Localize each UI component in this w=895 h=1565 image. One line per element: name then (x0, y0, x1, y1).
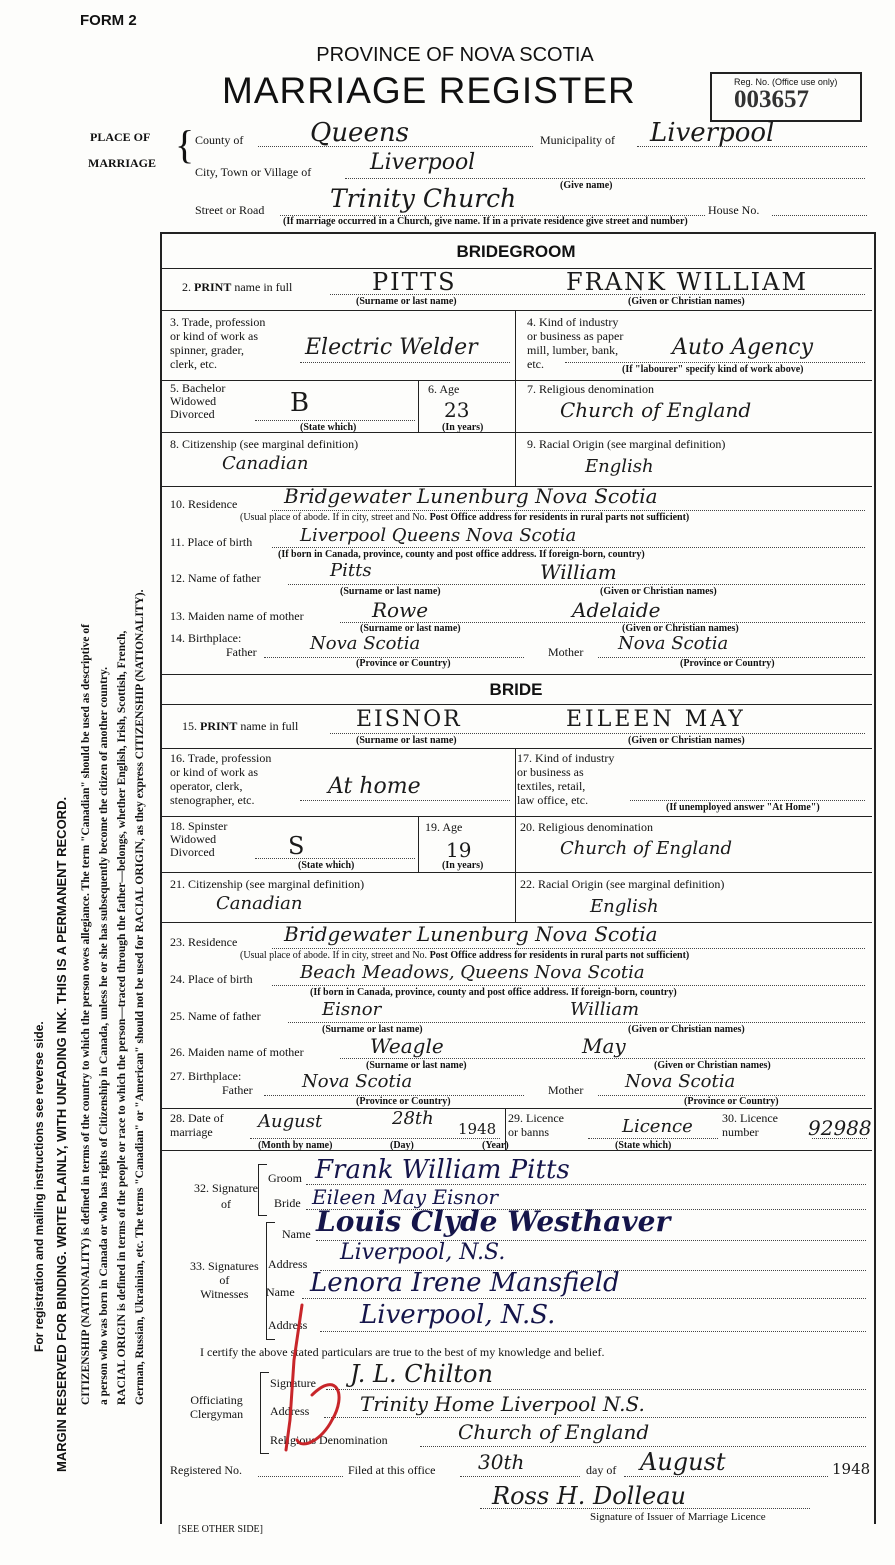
marriage-date-label: 28. Date of marriage (170, 1111, 224, 1139)
bride-birth-label: 24. Place of birth (170, 972, 253, 986)
filed-month: August (640, 1448, 726, 1476)
bride-birth: Beach Meadows, Queens Nova Scotia (300, 962, 645, 983)
groom-bp-mother-caption: (Province or Country) (680, 658, 775, 669)
marriage-day-caption: (Day) (390, 1140, 414, 1151)
margin-line-3: CITIZENSHIP (NATIONALITY) is defined in terms of the country to which the person owes allegiance. The term "Canadian" should be used as descriptive of (80, 624, 92, 1405)
groom-industry: Auto Agency (672, 335, 814, 360)
city-label: City, Town or Village of (195, 165, 312, 179)
filed-label: Filed at this office (348, 1463, 436, 1477)
bride-father-given: William (570, 999, 640, 1020)
bride-signature: Eileen May Eisnor (312, 1185, 499, 1209)
marriage-day: 28th (392, 1108, 434, 1129)
reg-no-label: Reg. No. (Office use only) (734, 77, 838, 87)
groom-religion: Church of England (560, 398, 752, 422)
groom-birth: Liverpool Queens Nova Scotia (300, 525, 577, 546)
bride-industry-caption: (If unemployed answer "At Home") (666, 802, 820, 813)
house-label: House No. (708, 203, 760, 217)
w2-name-label: Name (266, 1285, 295, 1299)
groom-father-surname-caption: (Surname or last name) (340, 586, 441, 597)
groom-father-surname: Pitts (330, 560, 372, 581)
page-title: MARRIAGE REGISTER (222, 70, 636, 111)
w1-name: Louis Clyde Westhaver (316, 1205, 671, 1238)
w1-address: Liverpool, N.S. (340, 1240, 506, 1265)
groom-racial: English (585, 456, 654, 477)
groom-residence-caption: (Usual place of abode. If in city, street and No. Post Office address for residents in rural parts not sufficient) (240, 512, 690, 523)
see-other-side: [SEE OTHER SIDE] (178, 1524, 263, 1535)
bride-status: S (288, 832, 305, 860)
bride-surname: EISNOR (356, 707, 462, 732)
margin-line-2: MARGIN RESERVED FOR BINDING. WRITE PLAINLY, WITH UNFADING INK. THIS IS A PERMANENT RECORD. (54, 796, 69, 1472)
city-value: Liverpool (370, 150, 476, 175)
bride-mother-surname: Weagle (370, 1034, 444, 1058)
bride-father-surname-caption: (Surname or last name) (322, 1024, 423, 1035)
bride-religion-label: 20. Religious denomination (520, 820, 653, 834)
w2-address: Liverpool, N.S. (360, 1300, 556, 1330)
clergy-address: Trinity Home Liverpool N.S. (360, 1392, 645, 1416)
groom-residence: Bridgewater Lunenburg Nova Scotia (284, 484, 658, 508)
groom-father-given: William (540, 560, 617, 584)
clergy-signature: J. L. Chilton (350, 1360, 493, 1388)
groom-industry-label: 4. Kind of industry or business as paper mill, lumber, bank, etc. (527, 315, 624, 371)
groom-father-label: 12. Name of father (170, 571, 261, 585)
licence-label: 29. Licence or banns (508, 1111, 564, 1139)
groom-surname-caption: (Surname or last name) (356, 296, 457, 307)
groom-bp-father-label: Father (226, 645, 257, 659)
groom-religion-label: 7. Religious denomination (527, 382, 654, 396)
groom-industry-caption: (If "labourer" specify kind of work above) (622, 364, 804, 375)
clergy-label: Officiating Clergyman (190, 1393, 244, 1421)
day-of-label: day of (586, 1463, 617, 1477)
bride-trade: At home (328, 774, 421, 799)
province-heading: PROVINCE OF NOVA SCOTIA (316, 44, 594, 66)
bride-sig-label: Bride (274, 1196, 301, 1210)
licence-caption: (State which) (615, 1140, 672, 1151)
bride-given: EILEEN MAY (566, 707, 746, 732)
licence-number-label: 30. Licence number (722, 1111, 778, 1139)
bride-age-label: 19. Age (425, 820, 463, 834)
bridegroom-heading: BRIDEGROOM (456, 242, 576, 261)
bride-name-label: 15. PRINT name in full (182, 719, 299, 733)
county-label: County of (195, 133, 244, 147)
groom-status-label: 5. Bachelor Widowed Divorced (170, 381, 226, 421)
margin-line-1: For registration and mailing instructions see reverse side. (32, 1021, 46, 1352)
municipality-value: Liverpool (650, 118, 775, 148)
groom-birth-label: 11. Place of birth (170, 535, 253, 549)
marriage-year: 1948 (458, 1120, 497, 1138)
groom-trade: Electric Welder (305, 335, 478, 360)
groom-bp-father-caption: (Province or Country) (356, 658, 451, 669)
groom-sig-label: Groom (268, 1171, 302, 1185)
place-label-1: PLACE OF (90, 130, 151, 144)
street-caption: (If marriage occurred in a Church, give name. If in a private residence give street and number) (283, 216, 688, 227)
groom-bp-mother: Nova Scotia (618, 633, 729, 654)
filed-year: 1948 (832, 1460, 871, 1478)
bride-father-label: 25. Name of father (170, 1009, 261, 1023)
street-label: Street or Road (195, 203, 265, 217)
bride-mother-surname-caption: (Surname or last name) (366, 1060, 467, 1071)
bride-mother-label: 26. Maiden name of mother (170, 1045, 304, 1059)
marriage-month: August (258, 1111, 323, 1132)
bride-age: 19 (446, 838, 472, 862)
groom-bp-label: 14. Birthplace: (170, 631, 242, 645)
bride-years-caption: (In years) (442, 860, 484, 871)
groom-bp-mother-label: Mother (548, 645, 584, 659)
groom-given-caption: (Given or Christian names) (628, 296, 745, 307)
groom-trade-label: 3. Trade, profession or kind of work as spinner, grader, clerk, etc. (170, 315, 266, 371)
bride-citizenship: Canadian (216, 893, 303, 914)
marriage-month-caption: (Month by name) (258, 1140, 333, 1151)
bride-religion: Church of England (560, 838, 733, 859)
w2-name: Lenora Irene Mansfield (310, 1268, 620, 1298)
groom-age: 23 (444, 398, 470, 422)
groom-state-which: (State which) (300, 422, 357, 433)
groom-surname: PITTS (372, 268, 457, 296)
groom-racial-label: 9. Racial Origin (see marginal definition) (527, 437, 726, 451)
county-value: Queens (310, 118, 409, 148)
issuer-signature: Ross H. Dolleau (492, 1482, 686, 1510)
licence-value: Licence (622, 1116, 693, 1137)
groom-residence-label: 10. Residence (170, 497, 238, 511)
groom-citizenship: Canadian (222, 453, 309, 474)
bride-citizenship-label: 21. Citizenship (see marginal definition) (170, 877, 365, 891)
bride-bp-father-label: Father (222, 1083, 253, 1097)
bride-trade-label: 16. Trade, profession or kind of work as operator, clerk, stenographer, etc. (170, 751, 272, 807)
clergy-denom-label: Religious Denomination (270, 1433, 388, 1447)
bride-residence-caption: (Usual place of abode. If in city, street and No. Post Office address for residents in rural parts not sufficient) (240, 950, 690, 961)
margin-line-4: a person who was born in Canada or who has rights of Citizenship in Canada, unless he or she has subsequently become the citizen of another country. (98, 666, 110, 1405)
signature-brace (258, 1164, 267, 1216)
bride-racial-label: 22. Racial Origin (see marginal definition) (520, 877, 725, 891)
street-value: Trinity Church (330, 184, 517, 213)
bride-bp-mother: Nova Scotia (625, 1071, 736, 1092)
bride-residence: Bridgewater Lunenburg Nova Scotia (284, 922, 658, 946)
bride-father-surname: Eisnor (322, 999, 382, 1020)
groom-age-label: 6. Age (428, 382, 460, 396)
margin-line-5: RACIAL ORIGIN is defined in terms of the people or race to which the person—traced through the father—belongs, whether English, Irish, Scottish, French, (116, 630, 128, 1405)
clergy-address-label: Address (270, 1404, 310, 1418)
w1-address-label: Address (268, 1257, 308, 1271)
bride-racial: English (590, 896, 659, 917)
clergy-sig-label: Signature (270, 1376, 316, 1390)
clergy-denom: Church of England (458, 1420, 650, 1444)
groom-signature: Frank William Pitts (315, 1155, 570, 1185)
place-brace: { (175, 122, 195, 167)
groom-citizenship-label: 8. Citizenship (see marginal definition) (170, 437, 359, 451)
groom-status: B (290, 388, 310, 418)
groom-mother-given: Adelaide (572, 598, 661, 622)
margin-line-6: German, Russian, Ukrainian, etc. The terms "Canadian" or "American" should not be used for RACIAL ORIGIN, as they express CITIZENSHIP (NATIONALITY). (134, 589, 146, 1405)
signature-label: 32. Signature of (194, 1181, 258, 1211)
groom-name-label: 2. PRINT name in full (182, 280, 293, 294)
bride-state-which: (State which) (298, 860, 355, 871)
form-label: FORM 2 (80, 12, 137, 29)
bride-bp-label: 27. Birthplace: (170, 1069, 242, 1083)
clergy-brace (260, 1372, 269, 1454)
filed-day: 30th (478, 1450, 525, 1474)
groom-years-caption: (In years) (442, 422, 484, 433)
groom-bp-father: Nova Scotia (310, 633, 421, 654)
licence-number: 92988 (808, 1116, 872, 1140)
place-label-2: MARRIAGE (88, 156, 156, 170)
issuer-label: Signature of Issuer of Marriage Licence (590, 1511, 766, 1523)
registered-label: Registered No. (170, 1463, 242, 1477)
groom-given: FRANK WILLIAM (566, 268, 809, 296)
w2-address-label: Address (268, 1318, 308, 1332)
municipality-label: Municipality of (540, 133, 615, 147)
give-name-caption: (Give name) (560, 180, 613, 191)
groom-mother-surname: Rowe (372, 598, 429, 622)
bride-father-given-caption: (Given or Christian names) (628, 1024, 745, 1035)
reg-no-value: 003657 (734, 86, 809, 113)
groom-mother-label: 13. Maiden name of mother (170, 609, 304, 623)
bride-mother-given-caption: (Given or Christian names) (654, 1060, 771, 1071)
certify-text: I certify the above stated particulars are true to the best of my knowledge and belief. (200, 1345, 605, 1359)
bride-heading: BRIDE (489, 680, 543, 699)
marriage-year-caption: (Year) (482, 1140, 509, 1151)
bride-birth-caption: (If born in Canada, province, county and post office address. If foreign-born, country) (310, 987, 677, 998)
witness-label: 33. Signatures of Witnesses (190, 1259, 259, 1301)
groom-mother-surname-caption: (Surname or last name) (360, 623, 461, 634)
bride-mother-given: May (582, 1034, 626, 1058)
bride-bp-father: Nova Scotia (302, 1071, 413, 1092)
groom-birth-caption: (If born in Canada, province, county and post office address. If foreign-born, country) (278, 549, 645, 560)
bride-status-label: 18. Spinster Widowed Divorced (170, 819, 228, 859)
bride-given-caption: (Given or Christian names) (628, 735, 745, 746)
bride-bp-mother-caption: (Province or Country) (684, 1096, 779, 1107)
bride-bp-father-caption: (Province or Country) (356, 1096, 451, 1107)
w1-name-label: Name (282, 1227, 311, 1241)
reg-no-box (710, 72, 862, 122)
bride-residence-label: 23. Residence (170, 935, 238, 949)
groom-mother-given-caption: (Given or Christian names) (622, 623, 739, 634)
red-check-mark (282, 1300, 352, 1460)
bride-industry-label: 17. Kind of industry or business as textiles, retail, law office, etc. (517, 751, 615, 807)
bride-bp-mother-label: Mother (548, 1083, 584, 1097)
bride-surname-caption: (Surname or last name) (356, 735, 457, 746)
groom-father-given-caption: (Given or Christian names) (600, 586, 717, 597)
